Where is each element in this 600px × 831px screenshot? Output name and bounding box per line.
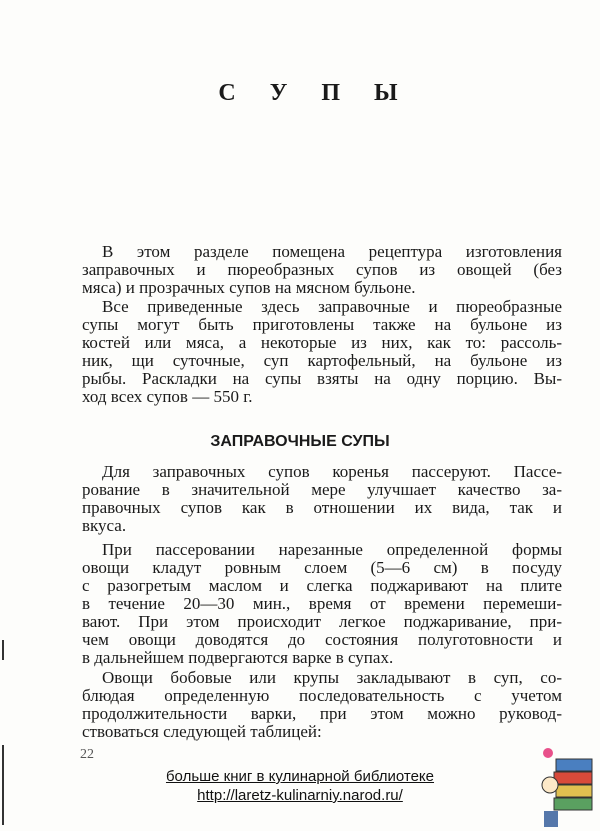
text-line: правочных супов как в отношении их вида, так и xyxy=(82,498,562,517)
library-url-link[interactable]: http://laretz-kulinarniy.narod.ru/ xyxy=(197,787,403,804)
text-line: Для заправочных супов коренья пассеруют. Пассе- xyxy=(102,462,562,481)
text-line: ствоваться следующей таблицей: xyxy=(82,722,322,741)
text-line: продолжительности варки, при этом можно руковод- xyxy=(82,704,562,723)
text-line: с разогретым маслом и слегка поджаривают на плите xyxy=(82,576,562,595)
library-link-text[interactable]: больше книг в кулинарной библиотеке xyxy=(165,768,435,785)
text-line: в течение 20—30 мин., время от времени перемеши- xyxy=(82,594,562,613)
books-mascot-icon xyxy=(540,745,600,831)
text-line: чем овощи доводятся до состояния полуготовности и xyxy=(82,630,562,649)
text-line: вают. При этом происходит легкое поджаривание, при- xyxy=(82,612,562,631)
text-line: мяса) и прозрачных супов на мясном бульоне. xyxy=(82,278,416,297)
text-line: костей или мяса, а некоторые из них, как то: рассоль- xyxy=(82,333,562,352)
page-number: 22 xyxy=(80,747,94,762)
text-line: Все приведенные здесь заправочные и пюреобразные xyxy=(102,297,562,316)
text-line: супы могут быть приготовлены также на бульоне из xyxy=(82,315,562,334)
text-line: блюдая определенную последовательность с учетом xyxy=(82,686,562,705)
text-line: ник, щи суточные, суп картофельный, на бульоне из xyxy=(82,351,562,370)
page-title: С У П Ы xyxy=(218,80,412,106)
text-line: В этом разделе помещена рецептура изготовления xyxy=(102,242,562,261)
text-line: вкуса. xyxy=(82,516,127,535)
text-line: в дальнейшем подвергаются варке в супах. xyxy=(82,648,394,667)
text-line: ход всех супов — 550 г. xyxy=(82,387,253,406)
text-line: овощи кладут ровным слоем (5—6 см) в посуду xyxy=(82,558,562,577)
text-line: рование в значительной мере улучшает качество за- xyxy=(82,480,562,499)
text-line: При пассеровании нарезанные определенной формы xyxy=(102,540,562,559)
text-line: заправочных и пюреобразных супов из овощей (без xyxy=(82,260,562,279)
text-line: рыбы. Раскладки на супы взяты на одну порцию. Вы- xyxy=(82,369,562,388)
section-heading: ЗАПРАВОЧНЫЕ СУПЫ xyxy=(210,433,390,450)
scan-edge-mark xyxy=(2,640,4,660)
scan-edge-mark xyxy=(2,745,4,825)
text-line: Овощи бобовые или крупы закладывают в суп, со- xyxy=(102,668,562,687)
